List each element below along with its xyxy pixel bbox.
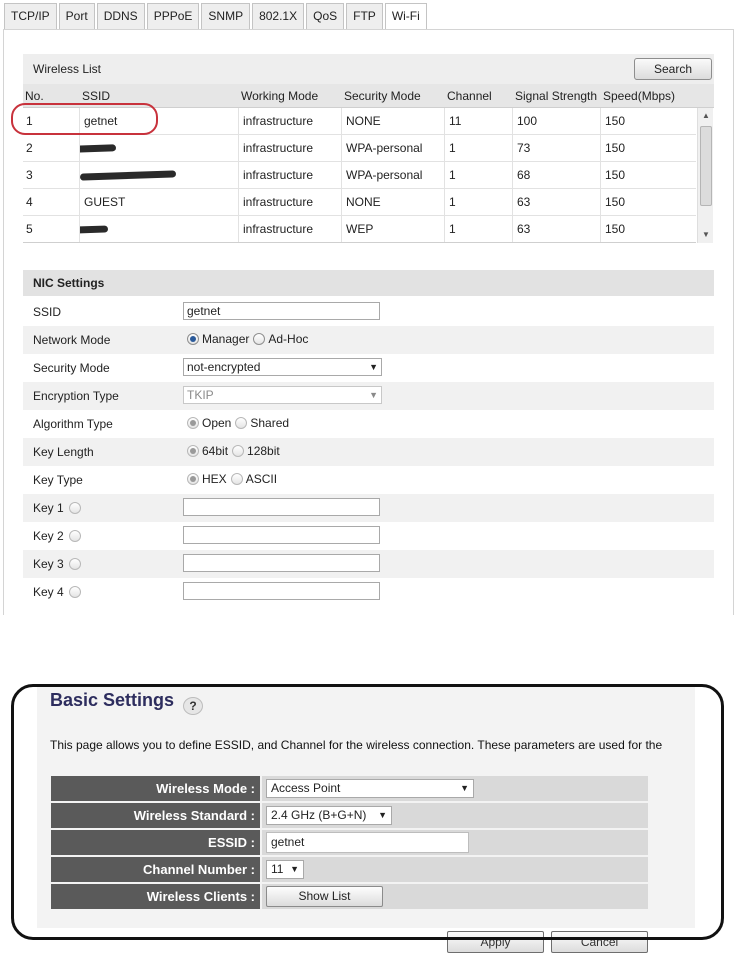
essid-input[interactable]: getnet — [266, 832, 469, 853]
cell-speed: 150 — [600, 162, 696, 189]
cell-no: 2 — [26, 141, 33, 155]
key-2-radio — [69, 530, 81, 542]
wireless-list-title: Wireless List — [33, 62, 102, 76]
algorithm-type-row — [23, 410, 714, 438]
key-1-label: Key 1 — [33, 501, 64, 515]
table-row[interactable] — [23, 162, 696, 189]
cell-working-mode: infrastructure — [238, 189, 341, 216]
key-length-label: Key Length — [33, 445, 94, 459]
key-1-input — [183, 498, 380, 516]
hex-radio-label: HEX — [202, 472, 227, 486]
encryption-type-row — [23, 382, 714, 410]
ascii-radio-label: ASCII — [245, 472, 278, 486]
cell-working-mode: infrastructure — [238, 108, 341, 135]
ssid-row — [23, 298, 714, 326]
security-mode-row — [23, 354, 714, 382]
wireless-standard-value: 2.4 GHz (B+G+N) — [271, 808, 367, 822]
64bit-radio-label: 64bit — [202, 444, 229, 458]
page-title: Basic Settings — [50, 690, 175, 710]
tab-qos[interactable]: QoS — [306, 3, 344, 29]
cell-security-mode: NONE — [341, 108, 444, 135]
cell-ssid-redacted — [79, 162, 238, 189]
key-type-label: Key Type — [33, 473, 83, 487]
column-header-channel[interactable]: Channel — [447, 89, 492, 103]
cell-channel: 1 — [444, 216, 512, 243]
cell-security-mode: WPA-personal — [341, 135, 444, 162]
redaction-scribble — [80, 171, 176, 181]
key-4-radio — [69, 586, 81, 598]
wireless-clients-label: Wireless Clients : — [51, 884, 260, 909]
adhoc-radio-label[interactable]: Ad-Hoc — [268, 332, 309, 346]
algorithm-type-label: Algorithm Type — [33, 417, 113, 431]
column-header-ssid[interactable]: SSID — [82, 89, 111, 103]
key-3-input — [183, 554, 380, 572]
chevron-down-icon: ▼ — [460, 783, 469, 793]
cell-signal: 63 — [512, 216, 600, 243]
cell-working-mode: infrastructure — [238, 162, 341, 189]
column-header-security-mode[interactable]: Security Mode — [344, 89, 421, 103]
manager-radio-label[interactable]: Manager — [202, 332, 250, 346]
highlight-frame — [11, 684, 724, 940]
key-1-row — [23, 494, 714, 522]
security-mode-value: not-encrypted — [187, 360, 261, 374]
cell-signal: 73 — [512, 135, 600, 162]
shared-radio-label: Shared — [250, 416, 290, 430]
tab-bar — [4, 3, 429, 30]
apply-button[interactable]: Apply — [447, 931, 544, 953]
encryption-type-value: TKIP — [187, 388, 214, 402]
wireless-list-scrollbar[interactable] — [697, 108, 713, 243]
cell-ssid: GUEST — [79, 189, 238, 216]
cell-no: 5 — [26, 222, 33, 236]
tab-wifi[interactable]: Wi-Fi — [385, 3, 427, 30]
tab-ddns[interactable]: DDNS — [97, 3, 145, 29]
cell-signal: 63 — [512, 189, 600, 216]
manager-radio[interactable] — [187, 333, 199, 345]
tab-tcpip[interactable]: TCP/IP — [4, 3, 57, 29]
key-type-row — [23, 466, 714, 494]
column-header-signal-strength[interactable]: Signal Strength — [515, 89, 598, 103]
cancel-button[interactable]: Cancel — [551, 931, 648, 953]
open-radio — [187, 417, 199, 429]
scroll-up-icon[interactable]: ▲ — [702, 111, 710, 120]
key-3-label: Key 3 — [33, 557, 64, 571]
wireless-mode-label: Wireless Mode : — [51, 776, 260, 801]
table-row[interactable] — [23, 216, 696, 243]
cell-security-mode: NONE — [341, 189, 444, 216]
encryption-type-label: Encryption Type — [33, 389, 119, 403]
key-4-input — [183, 582, 380, 600]
wireless-mode-value: Access Point — [271, 781, 341, 795]
cell-channel: 1 — [444, 162, 512, 189]
key-3-row — [23, 550, 714, 578]
cell-working-mode: infrastructure — [238, 135, 341, 162]
chevron-down-icon: ▼ — [369, 390, 378, 400]
128bit-radio — [232, 445, 244, 457]
key-4-row — [23, 578, 714, 606]
network-mode-label: Network Mode — [33, 333, 111, 347]
table-row[interactable] — [23, 135, 696, 162]
security-mode-select[interactable] — [183, 358, 382, 376]
key-3-radio — [69, 558, 81, 570]
key-2-label: Key 2 — [33, 529, 64, 543]
ssid-input[interactable]: getnet — [183, 302, 380, 320]
chevron-down-icon: ▼ — [378, 810, 387, 820]
network-mode-row — [23, 326, 714, 354]
table-row[interactable] — [23, 189, 696, 216]
hex-radio — [187, 473, 199, 485]
adhoc-radio[interactable] — [253, 333, 265, 345]
scroll-thumb[interactable] — [700, 126, 712, 206]
cell-signal: 100 — [512, 108, 600, 135]
cell-speed: 150 — [600, 189, 696, 216]
show-list-button[interactable]: Show List — [266, 886, 383, 907]
cell-ssid: getnet — [79, 108, 238, 135]
nic-settings-title: NIC Settings — [23, 270, 714, 296]
cell-ssid-redacted — [79, 216, 238, 243]
column-header-no[interactable]: No. — [25, 89, 44, 103]
column-header-speed[interactable]: Speed(Mbps) — [603, 89, 676, 103]
redaction-scribble — [79, 145, 116, 153]
tab-snmp[interactable]: SNMP — [201, 3, 250, 29]
key-2-row — [23, 522, 714, 550]
cell-security-mode: WEP — [341, 216, 444, 243]
cell-no: 4 — [26, 195, 33, 209]
cell-channel: 1 — [444, 135, 512, 162]
cell-signal: 68 — [512, 162, 600, 189]
ascii-radio — [231, 473, 243, 485]
ssid-label: SSID — [33, 305, 62, 319]
wireless-standard-label: Wireless Standard : — [51, 803, 260, 828]
cell-working-mode: infrastructure — [238, 216, 341, 243]
column-header-working-mode[interactable]: Working Mode — [241, 89, 319, 103]
wireless-list-header — [23, 54, 714, 84]
shared-radio — [235, 417, 247, 429]
key-length-row — [23, 438, 714, 466]
128bit-radio-label: 128bit — [247, 444, 280, 458]
tab-pppoe[interactable]: PPPoE — [147, 3, 200, 29]
64bit-radio — [187, 445, 199, 457]
cell-ssid-redacted — [79, 135, 238, 162]
cell-speed: 150 — [600, 108, 696, 135]
page-description: This page allows you to define ESSID, and Channel for the wireless connection. These parameters are used for the — [50, 738, 663, 752]
key-4-label: Key 4 — [33, 585, 64, 599]
redaction-scribble — [79, 226, 108, 234]
cell-speed: 150 — [600, 135, 696, 162]
cell-no: 1 — [26, 114, 33, 128]
tab-ftp[interactable]: FTP — [346, 3, 383, 29]
key-2-input — [183, 526, 380, 544]
chevron-down-icon: ▼ — [290, 864, 299, 874]
cell-security-mode: WPA-personal — [341, 162, 444, 189]
chevron-down-icon: ▼ — [369, 362, 378, 372]
essid-label: ESSID : — [51, 830, 260, 855]
cell-channel: 1 — [444, 189, 512, 216]
highlight-annotation — [11, 103, 158, 135]
search-button[interactable]: Search — [634, 58, 712, 80]
open-radio-label: Open — [202, 416, 232, 430]
tab-port[interactable]: Port — [59, 3, 95, 29]
cell-no: 3 — [26, 168, 33, 182]
help-icon[interactable]: ? — [183, 697, 203, 715]
tab-8021x[interactable]: 802.1X — [252, 3, 304, 29]
cell-channel: 11 — [444, 108, 512, 135]
channel-number-value: 11 — [271, 862, 284, 876]
scroll-down-icon[interactable]: ▼ — [702, 230, 710, 239]
channel-number-label: Channel Number : — [51, 857, 260, 882]
key-1-radio — [69, 502, 81, 514]
security-mode-label: Security Mode — [33, 361, 110, 375]
encryption-type-select — [183, 386, 382, 404]
cell-speed: 150 — [600, 216, 696, 243]
